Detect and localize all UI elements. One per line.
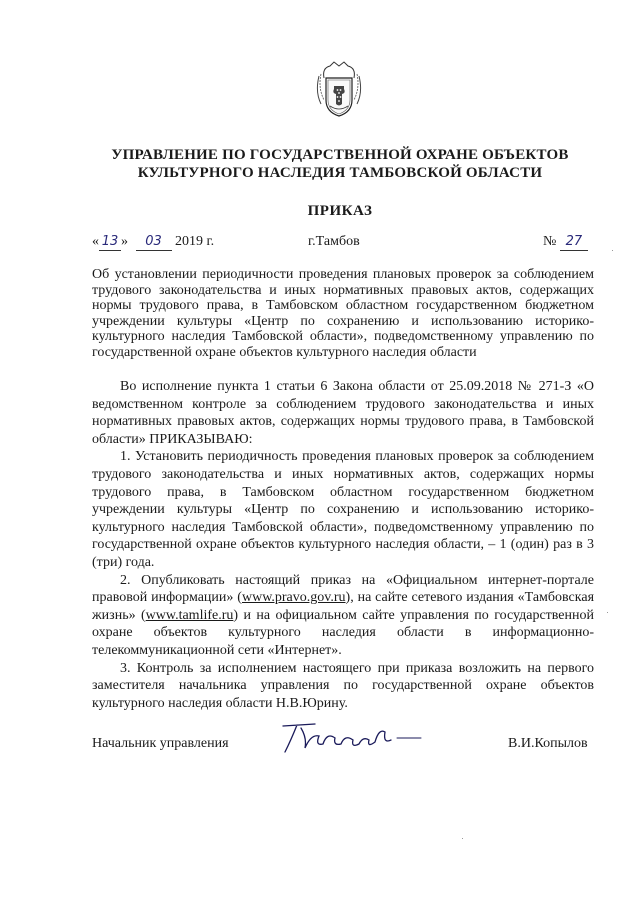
agency-name (60, 146, 620, 182)
date-quote-open: « (92, 234, 99, 249)
agency-line-2: КУЛЬТУРНОГО НАСЛЕДИЯ ТАМБОВСКОЙ ОБЛАСТИ (137, 165, 543, 181)
tamlife-link[interactable]: www.tamlife.ru (145, 607, 234, 623)
item-2-text-a: 2. Опубликовать настоящий приказ на «Официальном интернет-портале правовой информации» ( (92, 572, 594, 606)
order-item-3: 3. Контроль за исполнением настоящего при приказа возложить на первого заместителя начальника управления по государственной охране объектов культурного наследия области Н.В.Юрину. (92, 660, 594, 711)
agency-line-1: УПРАВЛЕНИЕ ПО ГОСУДАРСТВЕННОЙ ОХРАНЕ ОБЪЕКТОВ (111, 147, 569, 163)
scan-speck (607, 612, 608, 613)
signer-name: В.И.Копылов (508, 736, 588, 751)
order-item-2 (92, 572, 594, 660)
order-number-value: 27 (560, 234, 588, 251)
handwritten-signature (275, 718, 425, 758)
date-day: 13 (99, 234, 121, 251)
date-month: 03 (136, 234, 172, 251)
document-title: ПРИКАЗ (307, 203, 373, 219)
scan-speck (462, 838, 463, 839)
date-quote-close: » (121, 234, 128, 249)
order-subject: Об установлении периодичности проведения плановых проверок за соблюдением трудового законодательства и иных нормативных правовых актов, содержащих нормы трудового права, в Тамбовском областном государственном бюджетном учреждении культуры «Центр по сохранению и использованию историко-культурного наследия Тамбовской области», подведомственному управлению по государственной охране объектов культурного наследия области (92, 267, 594, 360)
signer-position: Начальник управления (92, 736, 229, 751)
item-2-text-b: ), на сайте сетевого издания «Тамбовская жизнь» ( (92, 590, 595, 623)
order-item-1: 1. Установить периодичность проведения плановых проверок за соблюдением трудового законодательства и иных нормативных актов, содержащих нормы трудового права, в Тамбовском областном государственном бюджетном учреждении культуры «Центр по сохранению и использованию историко-культурного наследия Тамбовской области», подведомственному управлению по государственной охране объектов культурного наследия области, – 1 (один) раз в 3 (три) года. (92, 449, 594, 570)
scan-speck (612, 250, 613, 251)
order-body (92, 378, 594, 712)
pravo-gov-link[interactable]: www.pravo.gov.ru (241, 590, 346, 606)
item-2-text-c: ) и на официальном сайте управления по государственной охране объектов культурного наследия области в информационно-телекоммуникационной сети «Интернет». (92, 607, 594, 658)
date-year: 2019 г. (175, 234, 215, 249)
preamble-paragraph: Во исполнение пункта 1 статьи 6 Закона области от 25.09.2018 № 271-З «О ведомственном контроле за соблюдением трудового законодательства и иных нормативных правовых актов, содержащих нормы трудового права, в Тамбовской области» ПРИКАЗЫВАЮ: (92, 379, 594, 447)
order-number (543, 234, 588, 251)
order-date (92, 234, 214, 251)
order-city: г.Тамбов (308, 234, 360, 249)
coat-of-arms-icon (316, 60, 362, 120)
number-sign: № (543, 234, 557, 249)
